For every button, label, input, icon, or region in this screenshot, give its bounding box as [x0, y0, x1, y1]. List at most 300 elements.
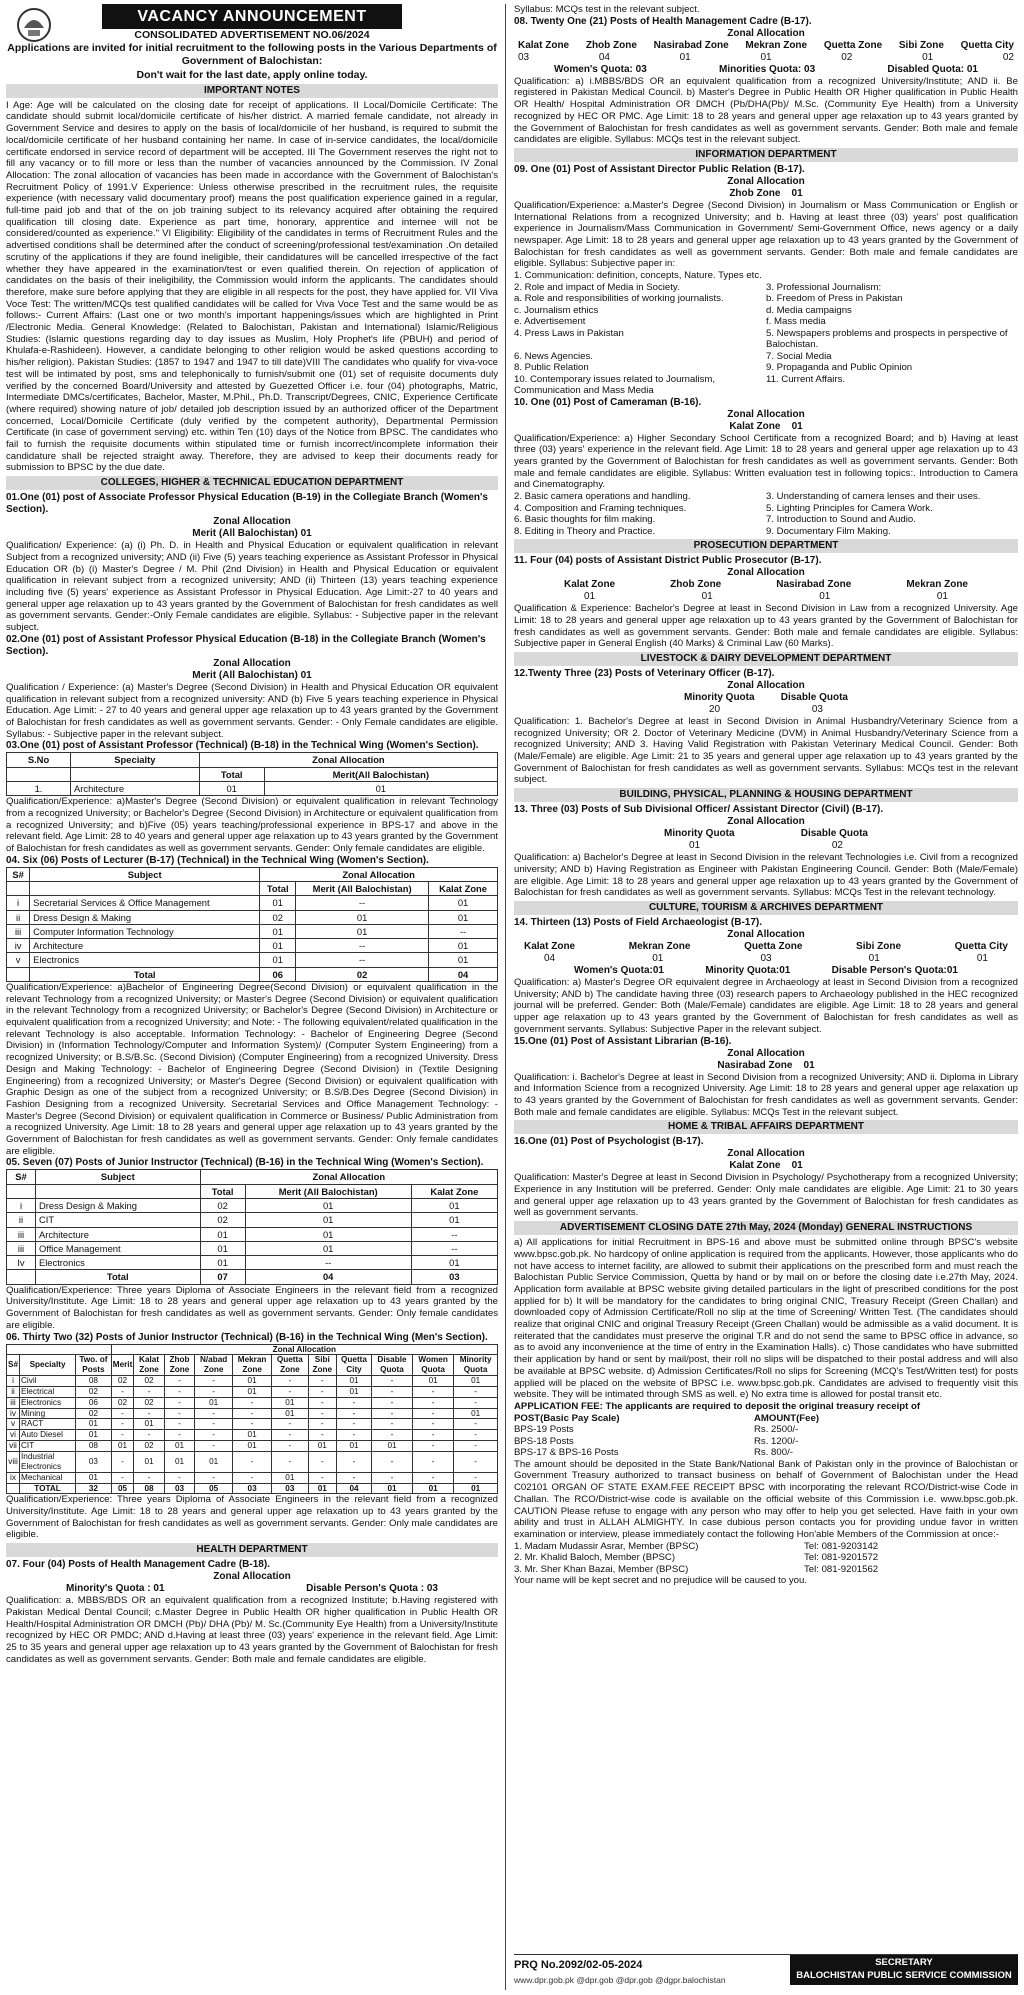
table-cell: 01 [308, 1441, 336, 1452]
fee-head-amount: AMOUNT(Fee) [754, 1412, 820, 1424]
zonal-allocation-label: Zonal Allocation [727, 175, 805, 187]
table-cell: - [412, 1451, 453, 1472]
table-cell: 01 [233, 1386, 272, 1397]
post-16-zone: Kalat Zone [729, 1160, 781, 1172]
table-cell: - [164, 1408, 194, 1419]
dept-building: BUILDING, PHYSICAL, PLANNING & HOUSING DEPARTMENT [514, 788, 1018, 802]
table-cell: 01 [233, 1430, 272, 1441]
balochistan-emblem-icon [14, 6, 54, 44]
post-01-qualification: Qualification/ Experience: (a) (i) Ph. D. in Health and Physical Education or equivalent qualification in relevant Subject from a recognized university; AND (ii) Five (5) years teaching experience as Assistant Professor in Physical Education OR (b) (i) Master's Degree / M. Phil (2nd Division) in Health and Physical Education or equivalent qualification in relevant subject from a recognized university; AND (ii) Thirteen (13) years teaching experience including five (5) years' experience as Assistant Professor in Physical Education. Age Limit:-27 to 40 years and general upper age relaxation up to 43 years granted by the Government of Balochistan for fresh candidates as well as government servants. Gender:-Only Female candidates are eligible. Syllabus: - Subjective paper in the relevant subject. [6, 540, 498, 634]
post-10-syllabus-list [514, 491, 1018, 537]
syllabus-item: 8. Editing in Theory and Practice. [514, 525, 656, 537]
table-cell: 01 [111, 1441, 134, 1452]
table-cell: 08 [76, 1376, 112, 1387]
dept-health: HEALTH DEPARTMENT [6, 1543, 498, 1557]
table-header: Kalat Zone [411, 1184, 497, 1198]
table-cell: 01 [200, 1241, 245, 1255]
syllabus-item: 1. Communication: definition, concepts, Nature. Types etc. [514, 270, 762, 282]
table-cell: 01 [245, 1213, 411, 1227]
important-notes: I Age: Age will be calculated on the closing date for receipt of applications. II Local/Domicile Certificate: The candidate should submit local/domicile certificate of his/her district. A married female candidate, not already in Government Service and desires to apply on the basis of local/domicile of her husband, is required to submit the local/domicile certificate of her husband containing her name. In case of in-service candidates, the local/domicile certificate endorsed in service record of department will be accepted. III The Government reserves the right not to fill any vacancy or to fill more or less than the number of vacancies announced by the Commission. IV Zonal Allocation: The zonal allocation of vacancies has been made in accordance with the Government of Balochistan's Recruitment Policy of 1991.V Experience: Unless otherwise prescribed in the recruitment rules, the requisite experience (with necessary valid documentary proof) means the post qualification experience gained in a regular, full-time paid job and that of the on job training subject to its relevancy acquired after obtaining the required qualification till closing date. Experience as part time, honorary, apprentice and internee will not be considered/counted as experience." VI Eligibility: Eligibility of the candidates in terms of Recruitment Rules and the advertised conditions shall be determined after the conduct of screening/professional test/examination .On detailed scrutiny of the applications if they are found ineligible, their candidatures will be cancelled irrespective of the fact whether they have appeared in the examination/test or even qualified therein. On rejection of application of candidates on the basis of their ineligibility, the Commission would inform the applicants. The candidates should therefore, make sure before applying that they are eligible in all respects for the post, they have applied for. VII Viva Voce Test: The written/MCQs test qualified candidates will be called for Viva Voce Test and the same would be as follows:- Current Affairs: (Last one or two month's important happenings/issues which are highlighted in Print /Electronic Media. General Knowledge: (Related to Balochistan, Pakistan and International) Islamic/Religious Studies: (Islamic questions regarding day to day issues as Muslim, Holy Prophet's life (PBUH) and period of Khulafa-e-Rashideen). However, a candidate belonging to other religion would be asked questions according to his/her religion). Pakistan Studies: (1857 to 1947 and 1947 to till date)VIII The candidates who qualify for viva-voce test will be intimated by post, sms and telephonically to furnish/submit one (01) set of requisite documents duly verified by the concerned Board/University and attested by Guezetted Officer i.e. four (04) photographs, Matric, Intermediate DMCs/certificates, Bachelor, Master, M.Phil., Ph.D. Transcript/Degrees, CNIC, Experience Certificate (where required) showing nature of job/ detailed job description issued by an authorized officer of the Department concerned, Local/Domicile Certificate (duly verified by the competent authority), Departmental Permission Certificate (in case of government serving) etc. within Ten (10) days of the Notice from BPSC. The candidates who fail to furnish the requisite documents within stipulated time or furnish incorrect/incomplete information their candidature shall be rejected straight away. Therefore, they are advised to keep their documents ready for submission to BPSC by the due date. [6, 99, 498, 474]
table-header: S# [7, 1170, 36, 1184]
syllabus-item: 9. Propaganda and Public Opinion [766, 362, 913, 374]
zone-name: Zhob Zone [670, 579, 722, 591]
post-14-women-quota: Women's Quota:01 [574, 965, 664, 976]
table-row [7, 1408, 498, 1419]
table-cell: i [7, 1376, 20, 1387]
zone-value: 02 [831, 840, 843, 852]
table-cell: 01 [245, 1199, 411, 1213]
post-04-qualification: Qualification/Experience: a)Bachelor of Engineering Degree(Second Division) or equivalent qualification in the relevant Technology from a recognized University; or Master's Degree (Second Division) or equivalent qualification in the relevant Technology from a recognized University; or Bachelor's Degree (Second Division) in Architecture or equivalent qualification from a recognized University; and Note: - The following equivalent/related qualification in the relevant Technology is also acceptable. Information Technology: - Bachelor of Engineering Degree (Second Division) in (Information Technology/Computer and Information System)/ (Computer System Engineering) from a recognized University; or B.S/B.Sc. (Second Division) (Computer Engineering) from a recognized University. Dress Design and Making Technology: - Bachelor of Engineering Degree (Second Division) in (Textile Designing Engineering) from a recognized University; or Master's Degree (Second Division) or equivalent qualification with Graphic Design as one of the subject from a recognized University; or B.S/B.Des Degree (Second Division) in Fashion Designing from a recognized University. Secretarial Services and Office Management Technology: - Master's Degree (Second Division) or equivalent qualification in Commerce or Business/ Public Administration from a recognized University. Age Limit: 18 to 28 years and general upper age relaxation up to 43 years granted by the Government of Balochistan for fresh candidates as well as government servants. Gender: Only female candidates are eligible. [6, 981, 498, 1157]
table-cell: 04 [245, 1270, 411, 1284]
table-header: Minority Quota [454, 1355, 498, 1376]
table-cell: 02 [111, 1397, 134, 1408]
post-09-title: 09. One (01) Post of Assistant Director Public Relation (B-17). [514, 163, 805, 175]
table-cell: Industrial Electronics [20, 1451, 76, 1472]
post-06-qualification: Qualification/Experience: Three years Diploma of Associate Engineers in the relevant field from a recognized University/Institute. Age Limit: 18 to 28 years and general upper age relaxation up to 43 years granted by the Government of Balochistan for fresh candidates as well as government servants. Gender: Only male candidates are eligible. [6, 1494, 498, 1541]
table-cell: - [372, 1397, 413, 1408]
zonal-allocation-label: Zonal Allocation [213, 516, 291, 528]
table-row [7, 1419, 498, 1430]
table-cell: iv [7, 1408, 20, 1419]
post-07-qualification: Qualification: a. MBBS/BDS OR an equivalent qualification from a recognized Institute; b.Having registered with Pakistan Medical Dental Council; c.Master Degree in Public Health OR higher qualification in Public Health OR Health/Hospital Administration OR DMCH (Pb)/ DHA (Pb)/ M. Sc.(Community Eye Health) from a University/Institute recognized by HEC OR PMDC; AND d.Having at least three (03) years' experience in the relevant field. Age Limit: 25 to 35 years and general upper age relaxation up to 43 years granted by the Government of Balochistan for fresh candidates as well as government servants. Gender: Both male and female candidates are eligible. [6, 1595, 498, 1665]
table-cell: -- [429, 924, 498, 938]
table-cell: -- [296, 939, 429, 953]
table-cell: 01 [411, 1199, 497, 1213]
zonal-allocation-label: Zonal Allocation [213, 657, 291, 669]
table-header: Sibi Zone [308, 1355, 336, 1376]
table-cell: - [337, 1451, 372, 1472]
commission-name: BALOCHISTAN PUBLIC SERVICE COMMISSION [796, 1969, 1012, 1981]
member-phone: Tel: 081-9203142 [804, 1540, 879, 1552]
post-08-qualification: Qualification: a) i.MBBS/BDS OR an equivalent qualification from a recognized University/Institute; AND ii. Be registered in Pakistan Medical Council. b) Master's Degree in Public Health OR Higher qualification in Public Health OR Health/ Hospital Administration OR DMCH (Pb/DHA(Pb)/ M.Sc. (Community Eye Health) from a University recognized by HEC OR PMC. Age Limit: 18 to 28 years and general upper age relaxation up to 43 years granted by the Government of Balochistan for fresh candidates as well as government servants. Gender: Both male and female candidates are eligible. Syllabus: MCQs test in the relevant subject. [514, 75, 1018, 146]
post-10-zone-value: 01 [791, 420, 803, 432]
table-cell: 08 [134, 1483, 164, 1494]
table-header: N/abad Zone [195, 1355, 233, 1376]
table-cell: iii [7, 1241, 36, 1255]
post-01-merit: Merit (All Balochistan) [192, 528, 298, 540]
fee-post: BPS-18 Posts [514, 1435, 574, 1447]
fee-title: APPLICATION FEE: The applicants are required to deposit the original treasury receipt of [514, 1400, 921, 1412]
table-cell: iv [7, 939, 30, 953]
table-cell: 01 [200, 1227, 245, 1241]
zonal-allocation-label: Zonal Allocation [727, 27, 805, 39]
table-cell: 03 [272, 1483, 308, 1494]
table-cell: vii [7, 1441, 20, 1452]
table-cell: - [195, 1376, 233, 1387]
column-divider [505, 4, 506, 1990]
dept-home: HOME & TRIBAL AFFAIRS DEPARTMENT [514, 1120, 1018, 1134]
table-cell: ii [7, 910, 30, 924]
table-cell: 03 [233, 1483, 272, 1494]
table-cell: Mechanical [20, 1472, 76, 1483]
dept-culture: CULTURE, TOURISM & ARCHIVES DEPARTMENT [514, 901, 1018, 915]
syllabus-item: 8. Public Relation [514, 362, 589, 374]
table-cell: 01 [272, 1408, 308, 1419]
zone-name: Mekran Zone [745, 39, 808, 51]
zonal-allocation-label: Zonal Allocation [727, 1047, 805, 1059]
table-cell: - [372, 1451, 413, 1472]
table-cell: 01 [233, 1376, 272, 1387]
table-cell: - [111, 1419, 134, 1430]
table-cell: - [372, 1472, 413, 1483]
syllabus-item: 6. Basic thoughts for film making. [514, 514, 656, 526]
table-cell: - [195, 1386, 233, 1397]
syllabus-item: c. Journalism ethics [514, 304, 599, 316]
table-header: Zonal Allocation [111, 1344, 497, 1355]
table-cell: 01 [337, 1376, 372, 1387]
table-cell: 01 [195, 1397, 233, 1408]
table-row [7, 1213, 498, 1227]
table-header: Zonal Allocation [200, 1170, 497, 1184]
zone-value: 04 [598, 51, 610, 63]
post-02-qualification: Qualification / Experience: (a) Master's Degree (Second Division) in Health and Physical Education OR equivalent qualification in relevant subject from a recognized university: AND (b) Five 5 years teaching experience in Physical Education. Age Limit: - 27 to 40 years and general upper age relaxation up to 43 years granted by the Government of Balochistan for fresh candidates as well as government servants. Gender: - Only Female candidates are eligible. Syllabus: - Subjective paper in the relevant subject. [6, 681, 498, 740]
zone-value: 01 [760, 51, 772, 63]
table-row [7, 781, 498, 795]
post-15-qualification: Qualification: i. Bachelor's Degree at least in Second Division from a recognized University; AND ii. Diploma in Library and Information Science from a recognized University. Age Limit: 18 to 28 years and general upper age relaxation up to 43 years granted by the Government of Balochistan for fresh candidates as well as government servants. Gender: Both male and female candidates are eligible. Syllabus: MCQs Test in the relevant subject. [514, 1071, 1018, 1118]
table-header: Merit(All Balochistan) [264, 767, 497, 781]
zonal-allocation-label: Zonal Allocation [213, 1571, 291, 1583]
post-10-zone: Kalat Zone [729, 420, 781, 432]
post-04-table [6, 867, 498, 982]
post-03-qualification: Qualification/Experience: a)Master's Degree (Second Division) or equivalent qualification in relevant Technology from a recognized University; or Bachelor's Degree (Second Division) in Architecture or equivalent qualification from a recognized University; and b)Five (05) years teaching/professional experience in BPS-17 and above in the relevant field. Age Limit: 28 to 40 years and general upper age relaxation up to 43 years granted by the Government of Balochistan for fresh candidates as well as government servants. Gender: Only female candidates are eligible. [6, 796, 498, 854]
table-row [7, 1227, 498, 1241]
zone-value: 01 [652, 953, 664, 964]
table-cell: - [454, 1451, 498, 1472]
zone-name: Nasirabad Zone [776, 579, 852, 591]
syllabus-item: 6. News Agencies. [514, 350, 593, 362]
post-11-title: 11. Four (04) posts of Assistant District Public Prosecutor (B-17). [514, 555, 822, 567]
post-08-minority-quota: Minorities Quota: 03 [719, 63, 816, 75]
table-cell: 05 [111, 1483, 134, 1494]
table-cell: 01 [337, 1386, 372, 1397]
table-cell: - [454, 1472, 498, 1483]
table-cell: - [412, 1397, 453, 1408]
footer [514, 1954, 1018, 1990]
table-cell: - [134, 1386, 164, 1397]
post-10-title: 10. One (01) Post of Cameraman (B-16). [514, 396, 702, 408]
table-cell: 01 [264, 781, 497, 795]
table-header: Merit (All Balochistan) [245, 1184, 411, 1198]
table-cell: Mining [20, 1408, 76, 1419]
table-cell: - [372, 1419, 413, 1430]
post-08-title: 08. Twenty One (21) Posts of Health Management Cadre (B-17). [514, 15, 812, 27]
post-05-title: 05. Seven (07) Posts of Junior Instructor (Technical) (B-16) in the Technical Wing (Women's Section). [6, 1157, 484, 1169]
post-02-title: 02.One (01) post of Assistant Professor Physical Education (B-18) in the Collegiate Branch (Women's Section). [6, 633, 486, 657]
table-cell: Architecture [35, 1227, 200, 1241]
zone-value: 01 [689, 840, 701, 852]
zone-name: Quetta Zone [744, 941, 803, 952]
table-cell: - [195, 1472, 233, 1483]
table-cell: - [372, 1430, 413, 1441]
post-14-minority-quota: Minority Quota:01 [705, 965, 791, 976]
table-cell: - [308, 1386, 336, 1397]
table-header: Mekran Zone [233, 1355, 272, 1376]
table-cell: - [308, 1419, 336, 1430]
table-cell: 01 [164, 1441, 194, 1452]
table-cell: -- [411, 1227, 497, 1241]
general-instructions: a) All applications for initial Recruitment in BPS-16 and above must be submitted online through BPSC's website www.bpsc.gob.pk. No hardcopy of online application is required from the applicants. However, those applicants who do not have access to internet facility, are allowed to submit their applications on the prescribed form and must reach the Balochistan Public Service Commission, Quetta by hand or by mail on or before the closing date i.e.27th May, 2024. Application form available at BPSC website giving detailed particulars in the light of prescribed conditions for the post applied for b) It will be mandatory for the candidates to bring original CNIC, Treasury Receipt (Green Challan) and downloaded copy of Admission Certificate/Roll no slip at the time of Screening/ Written Test. (The candidates should realize that original CNIC and original Treasury Receipt (Green Challan) would be admissible as a valid document. It is reiterated that the candidates must preserve the original T.R and do not send the same to BPSC office in advance, so as to avoid any inconvenience at the time of entry in the Examination Halls). c) Those candidates who have submitted their application by hand or sent by mail/post, their roll no slips will be dispatched to their postal address and will also be available at BPSC website. d) Admission Certificates/Roll no slips for Screening (MCQ's Test/Written test) for posts applied will be placed on the website of BPSC i.e. www.bpsc.gob.pk. Candidates are advised to frequently visit this website. They will be intimated through SMS as well. e) No extra time is allowed for postal transit etc. [514, 1237, 1018, 1401]
post-11-qualification: Qualification & Experience: Bachelor's Degree at least in Second Division in Law from a recognized University. Age Limit: 18 to 28 years and general upper age relaxation up to 43 years granted by the Government of Balochistan for fresh candidates as well as government servants. Gender: Both male and female candidates are eligible. Syllabus: Subjective paper in General English (40 Marks) & Criminal Law (60 Marks). [514, 603, 1018, 650]
syllabus-item: 4. Press Laws in Pakistan [514, 327, 624, 339]
zone-name: Kalat Zone [518, 39, 570, 51]
table-cell: 01 [411, 1256, 497, 1270]
table-cell: - [233, 1451, 272, 1472]
table-cell: - [372, 1376, 413, 1387]
table-total-row [7, 967, 498, 981]
table-cell: - [272, 1419, 308, 1430]
post-14-title: 14. Thirteen (13) Posts of Field Archaeologist (B-17). [514, 917, 763, 928]
table-cell: 02 [200, 1199, 245, 1213]
zone-value: 02 [841, 51, 853, 63]
table-cell: 01 [429, 939, 498, 953]
table-header: Quetta Zone [272, 1355, 308, 1376]
table-cell: 01 [76, 1472, 112, 1483]
banner-title: VACANCY ANNOUNCEMENT [102, 4, 402, 29]
syllabus-item: 11. Current Affairs. [766, 373, 846, 385]
post-01-title: 01.One (01) post of Associate Professor Physical Education (B-19) in the Collegiate Branch (Women's Section). [6, 492, 488, 516]
prq-number: PRQ No.2092/02-05-2024 [514, 1959, 643, 1971]
table-cell: Civil [20, 1376, 76, 1387]
table-cell: 04 [337, 1483, 372, 1494]
member-name: 2. Mr. Khalid Baloch, Member (BPSC) [514, 1552, 676, 1564]
table-cell: - [233, 1397, 272, 1408]
post-15-zone: Nasirabad Zone [717, 1059, 793, 1071]
zonal-allocation-label: Zonal Allocation [727, 567, 805, 579]
table-cell: 05 [195, 1483, 233, 1494]
zone-value: 01 [868, 953, 880, 964]
table-cell: - [164, 1472, 194, 1483]
table-cell: - [272, 1376, 308, 1387]
table-cell: - [308, 1451, 336, 1472]
zone-value: 01 [584, 591, 596, 603]
dept-information: INFORMATION DEPARTMENT [514, 148, 1018, 162]
dept-prosecution: PROSECUTION DEPARTMENT [514, 539, 1018, 553]
table-cell: - [372, 1386, 413, 1397]
post-12-title: 12.Twenty Three (23) Posts of Veterinary Officer (B-17). [514, 667, 775, 679]
syllabus-item: f. Mass media [766, 316, 826, 328]
fee-row [514, 1436, 1018, 1448]
zone-value: 03 [518, 51, 530, 63]
table-cell: Dress Design & Making [30, 910, 260, 924]
table-cell: - [337, 1472, 372, 1483]
post-10-qualification: Qualification/Experience: a) Higher Secondary School Certificate from a recognized Board; and b) Having at least three (03) years' experience in the relevant field. Age Limit: 18 to 28 years and general upper age relaxation up to 43 years granted by the Government of Balochistan for fresh candidates as well as government servants. Gender: Both male and female candidates are eligible. Syllabus: Written evaluation test in following topics:. Introduction to Camera and Cinematography. [514, 432, 1018, 491]
zonal-allocation-label: Zonal Allocation [727, 408, 805, 420]
fee-amount: Rs. 1200/- [754, 1435, 799, 1447]
fee-row [514, 1424, 1018, 1436]
zone-name: Disable Quota [780, 691, 848, 703]
table-header: Kalat Zone [134, 1355, 164, 1376]
table-cell: - [337, 1430, 372, 1441]
table-cell: -- [411, 1241, 497, 1255]
table-cell: v [7, 1419, 20, 1430]
post-05-qualification: Qualification/Experience: Three years Diploma of Associate Engineers in the relevant field from a recognized University/Institute. Age Limit: 18 to 28 years and general upper age relaxation up to 43 years granted by the Government of Balochistan for fresh candidates as well as government servants. Gender: Only female candidates are eligible. [6, 1284, 498, 1331]
table-cell: 02 [200, 1213, 245, 1227]
table-header: Total [200, 1184, 245, 1198]
zone-value: 01 [679, 51, 691, 63]
table-cell: 01 [134, 1419, 164, 1430]
table-cell: 01 [260, 924, 296, 938]
table-cell: Auto Diesel [20, 1430, 76, 1441]
table-row [7, 1386, 498, 1397]
table-cell: 01 [454, 1483, 498, 1494]
table-cell: 02 [111, 1376, 134, 1387]
table-header: Kalat Zone [429, 881, 498, 895]
table-cell: - [195, 1408, 233, 1419]
table-cell: - [308, 1430, 336, 1441]
fee-post: BPS-19 Posts [514, 1424, 574, 1436]
table-header: S.No [7, 753, 71, 767]
table-cell: 03 [76, 1451, 112, 1472]
table-cell: - [111, 1386, 134, 1397]
zone-name: Zhob Zone [585, 39, 637, 51]
table-header: Zhob Zone [164, 1355, 194, 1376]
table-cell: 06 [76, 1397, 112, 1408]
notes-title: IMPORTANT NOTES [6, 84, 498, 98]
zone-name: Quetta Zone [823, 39, 883, 51]
table-cell: v [7, 953, 30, 967]
post-09-zone-value: 01 [791, 187, 803, 199]
table-cell: 01 [412, 1483, 453, 1494]
post-06-table [6, 1344, 498, 1495]
confidential-note: Your name will be kept secret and no prejudice will be caused to you. [514, 1575, 807, 1587]
table-header: Specialty [71, 753, 200, 767]
table-total-row [7, 1270, 498, 1284]
table-cell: Electronics [35, 1256, 200, 1270]
social-handles: www.dpr.gob.pk @dpr.gob @dpr.gob @dgpr.balochistan [514, 1975, 726, 1985]
table-cell: Electronics [30, 953, 260, 967]
table-row [7, 1441, 498, 1452]
table-cell: - [195, 1419, 233, 1430]
table-cell: 01 [200, 1256, 245, 1270]
table-cell: iii [7, 924, 30, 938]
post-09-qualification: Qualification/Experience: a.Master's Degree (Second Division) in Journalism or Mass Communication or English or International Relations from a recognized University; and b. Having at least three (03) years' post qualification experience in Journalism/Mass Communication in Government/ Semi-Government Office, news agency or a daily newspaper. Age Limit: 18 to 28 years and general upper age relaxation up to 43 years granted by the Government of Balochistan for fresh candidates as well as government servants. Gender: Both male and female candidates are eligible. Syllabus: Subjective paper in: [514, 199, 1018, 270]
syllabus-item: 4. Composition and Framing techniques. [514, 502, 687, 514]
syllabus-item: 10. Contemporary issues related to Journalism, Communication and Mass Media [514, 373, 716, 397]
table-header: Total [199, 767, 264, 781]
table-header: Quetta City [337, 1355, 372, 1376]
member-row [514, 1564, 1018, 1576]
post-16-title: 16.One (01) Post of Psychologist (B-17). [514, 1136, 704, 1148]
table-cell: 01 [245, 1227, 411, 1241]
zone-value: 01 [819, 591, 831, 603]
syllabus-item: a. Role and responsibilities of working journalists. [514, 293, 724, 305]
table-cell: 06 [260, 967, 296, 981]
member-name: 1. Madam Mudassir Asrar, Member (BPSC) [514, 1540, 699, 1552]
zone-name: Sibi Zone [898, 39, 944, 51]
table-cell: - [233, 1472, 272, 1483]
post-07-title: 07. Four (04) Posts of Health Management Cadre (B-18). [6, 1559, 270, 1571]
table-cell: 01 [296, 910, 429, 924]
table-cell: CIT [35, 1213, 200, 1227]
post-02-merit: Merit (All Balochistan) 01 [192, 669, 312, 681]
secretary-title: SECRETARY [875, 1957, 933, 1968]
zone-value: 03 [811, 703, 823, 715]
table-cell: vi [7, 1430, 20, 1441]
table-header: Zonal Allocation [199, 753, 497, 767]
syllabus-item: 3. Professional Journalism: [766, 281, 882, 293]
table-cell: - [111, 1451, 134, 1472]
post-09-syllabus-list [514, 270, 1018, 397]
table-cell: 01 [454, 1408, 498, 1419]
table-cell: 01 [296, 924, 429, 938]
table-header: Zonal Allocation [260, 867, 498, 881]
table-header: S# [7, 1355, 20, 1376]
fee-post: BPS-17 & BPS-16 Posts [514, 1447, 619, 1459]
fee-row [514, 1447, 1018, 1459]
table-cell: Architecture [30, 939, 260, 953]
table-cell: - [308, 1376, 336, 1387]
post-08-disabled-quota: Disabled Quota: 01 [887, 63, 978, 75]
zone-value: 03 [760, 953, 772, 964]
zone-name: Quetta City [954, 941, 1008, 952]
table-cell: 01 [260, 939, 296, 953]
syllabus-item [766, 270, 1018, 282]
table-cell: 04 [429, 967, 498, 981]
table-cell: - [134, 1430, 164, 1441]
table-cell: - [272, 1430, 308, 1441]
table-cell: 02 [76, 1386, 112, 1397]
left-column [6, 4, 498, 1990]
post-08-women-quota: Women's Quota: 03 [554, 63, 647, 75]
dept-colleges: COLLEGES, HIGHER & TECHNICAL EDUCATION DEPARTMENT [6, 476, 498, 490]
syllabus-item: 2. Basic camera operations and handling. [514, 491, 691, 503]
table-header: Subject [35, 1170, 200, 1184]
table-cell: 02 [296, 967, 429, 981]
table-cell: - [454, 1397, 498, 1408]
table-cell [7, 1483, 20, 1494]
table-header: Two. of Posts [76, 1355, 112, 1376]
syllabus-item: 2. Role and impact of Media in Society. [514, 281, 680, 293]
table-cell: 01 [429, 896, 498, 910]
table-cell: 01 [76, 1430, 112, 1441]
syllabus-item: b. Freedom of Press in Pakistan [766, 293, 903, 305]
post-12-qualification: Qualification: 1. Bachelor's Degree at least in Second Division in Animal Husbandry/Veterinary Science from a recognized University; OR 2. Doctor of Veterinary Medicine (DVM) in Animal Husbandry/Veterinary Science from a recognized University; AND 3. Having Valid Registration with Pakistan Veterinary Medical Council. Gender: Both (Male/Female) are eligible. Age Limit: 21 to 35 years and general upper age relaxation up to 43 years granted by the Government of Balochistan for fresh candidates as well as government servants. Syllabus: MCQs test in the relevant subject. [514, 715, 1018, 786]
zone-name: Minority Quota [664, 828, 735, 840]
table-cell: - [454, 1441, 498, 1452]
member-row [514, 1552, 1018, 1564]
table-cell: - [412, 1408, 453, 1419]
post-03-table [6, 752, 498, 796]
syllabus-item: 3. Understanding of camera lenses and their uses. [766, 491, 981, 503]
table-cell: - [337, 1408, 372, 1419]
table-header: Total [260, 881, 296, 895]
table-cell: ix [7, 1472, 20, 1483]
table-cell: -- [245, 1256, 411, 1270]
post-16-zone-value: 01 [791, 1160, 803, 1172]
post-07-minority-quota: Minority's Quota : 01 [66, 1583, 165, 1595]
post-06-title: 06. Thirty Two (32) Posts of Junior Instructor (Technical) (B-16) in the Technical Wing (Men's Section). [6, 1331, 488, 1343]
table-cell: - [272, 1441, 308, 1452]
table-cell: 1. [7, 781, 71, 795]
post-14-disable-quota: Disable Person's Quota:01 [831, 965, 958, 976]
table-cell: 01 [164, 1451, 194, 1472]
table-cell: - [111, 1430, 134, 1441]
table-cell: Secretarial Services & Office Management [30, 896, 260, 910]
table-cell: CIT [20, 1441, 76, 1452]
post-13-qualification: Qualification: a) Bachelor's Degree at least in Second Division in the relevant Technologies i.e. Civil from a recognized university; AND b) Having Registration as Engineer with Pakistan Engineering Council. Gender: Both (Male/Female) are eligible. Age Limit: 18 to 28 years and general upper age relaxation up to 43 years granted by the Government of Balochistan for fresh candidates as well as government servants. Syllabus: MCQs Test in the relevant technology. [514, 852, 1018, 899]
member-row [514, 1541, 1018, 1553]
table-cell: - [164, 1376, 194, 1387]
table-cell: TOTAL [20, 1483, 76, 1494]
table-cell: - [372, 1408, 413, 1419]
table-cell: - [412, 1472, 453, 1483]
table-cell: - [308, 1472, 336, 1483]
zone-value: 01 [922, 51, 934, 63]
table-header: Disable Quota [372, 1355, 413, 1376]
table-cell: 01 [429, 953, 498, 967]
table-cell: 01 [245, 1241, 411, 1255]
table-cell: 01 [260, 953, 296, 967]
